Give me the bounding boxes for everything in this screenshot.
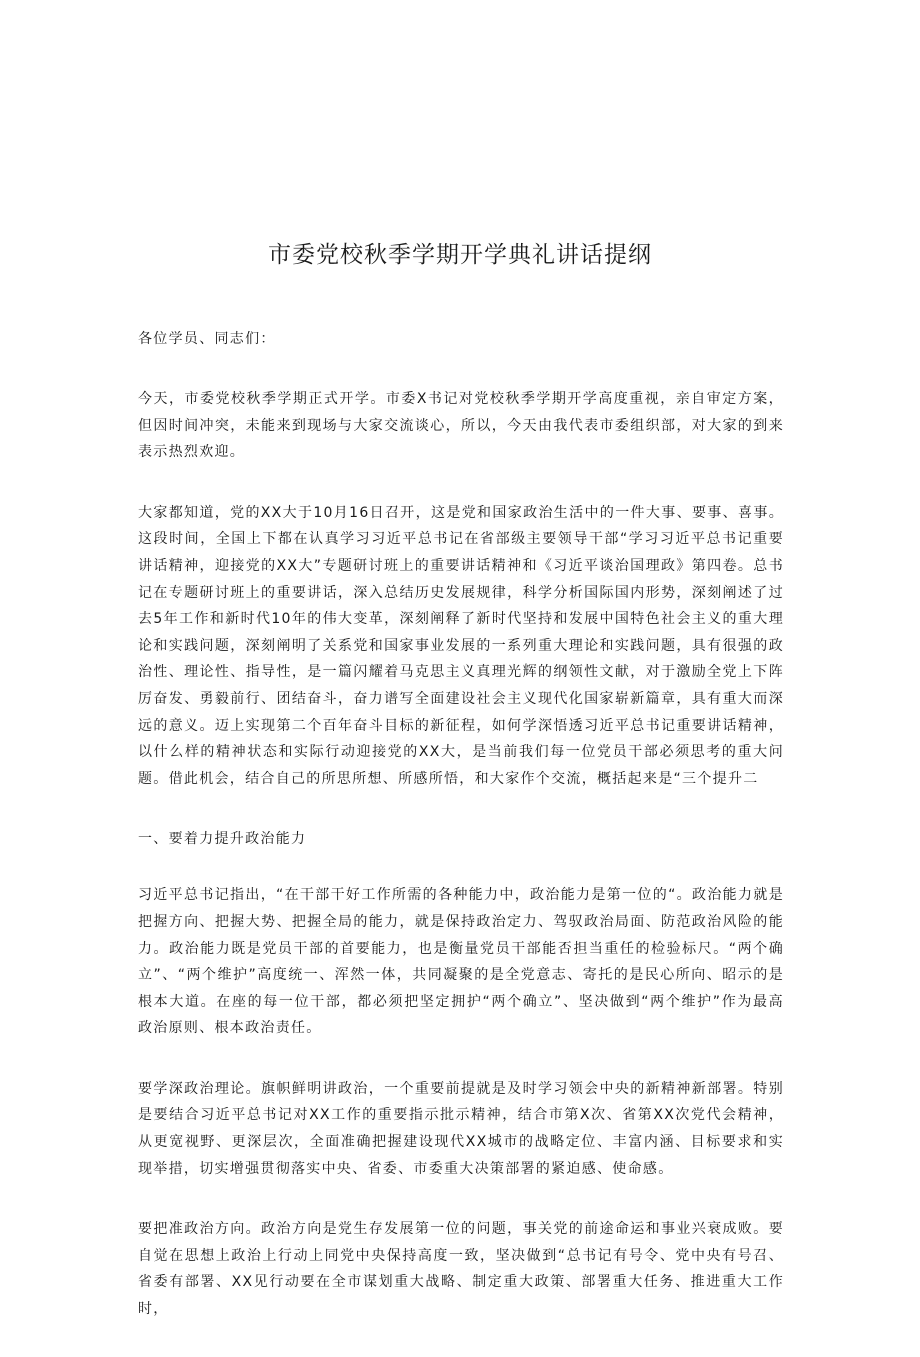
paragraph-background: 大家都知道，党的XX大于10月16日召开，这是党和国家政治生活中的一件大事、要事、喜事。这段时间，全国上下都在认真学习习近平总书记在省部级主要领导干部“学习习近平总书记重要讲话精神，迎接党的XX大”专题研讨班上的重要讲话精神和《习近平谈治国理政》第四卷。总书记在专题研讨班上的重要讲话，深入总结历史发展规律，科学分析国际国内形势，深刻阐述了过去5年工作和新时代10年的伟大变革，深刻阐释了新时代坚持和发展中国特色社会主义的重大理论和实践问题，深刻阐明了关系党和国家事业发展的一系列重大理论和实践问题，具有很强的政治性、理论性、指导性，是一篇闪耀着马克思主义真理光辉的纲领性文献，对于激励全党上下阵厉奋发、勇毅前行、团结奋斗，奋力谱写全面建设社会主义现代化国家崭新篇章，具有重大而深远的意义。迈上实现第二个百年奋斗目标的新征程，如何学深悟透习近平总书记重要讲话精神，以什么样的精神状态和实际行动迎接党的XX大，是当前我们每一位党员干部必须思考的重大问题。借此机会，结合自己的所思所想、所感所悟，和大家作个交流，概括起来是“三个提升二 [138,504,784,787]
document-title: 市委党校秋季学期开学典礼讲话提纲 [268,242,652,268]
paragraph-political-direction: 要把准政治方向。政治方向是党生存发展第一位的问题，事关党的前途命运和事业兴衰成败。要自觉在思想上政治上行动上同党中央保持高度一致，坚决做到“总书记有号令、党中央有号召、省委有部署、XX见行动要在全市谋划重大战略、制定重大政策、部署重大任务、推进重大工作时， [138,1221,784,1318]
greeting: 各位学员、同志们： [138,331,276,347]
paragraph-political-ability: 习近平总书记指出，“在干部干好工作所需的各种能力中，政治能力是第一位的“。政治能力就是把握方向、把握大势、把握全局的能力，就是保持政治定力、驾驭政治局面、防范政治风险的能力。政治能力既是党员干部的首要能力，也是衡量党员干部能否担当重任的检验标尺。“两个确立”、“两个维护”高度统一、浑然一体，共同凝聚的是全党意志、寄托的是民心所向、昭示的是根本大道。在座的每一位干部，都必须把坚定拥护“两个确立”、坚决做到“两个维护”作为最高政治原则、根本政治责任。 [138,887,784,1037]
document-body [138,326,784,1357]
section-heading-1: 一、要着力提升政治能力 [138,831,307,848]
paragraph-political-theory: 要学深政治理论。旗帜鲜明讲政治，一个重要前提就是及时学习领会中央的新精神新部署。特别是要结合习近平总书记对XX工作的重要指示批示精神，结合市第X次、省第XX次党代会精神，从更宽视野、更深层次，全面准确把握建设现代XX城市的战略定位、丰富内涵、目标要求和实现举措，切实增强贯彻落实中央、省委、市委重大决策部署的紧迫感、使命感。 [138,1080,784,1177]
paragraph-opening: 今天，市委党校秋季学期正式开学。市委X书记对党校秋季学期开学高度重视，亲自审定方案，但因时间冲突，未能来到现场与大家交流谈心，所以，今天由我代表市委组织部，对大家的到来表示热烈欢迎。 [138,391,784,461]
